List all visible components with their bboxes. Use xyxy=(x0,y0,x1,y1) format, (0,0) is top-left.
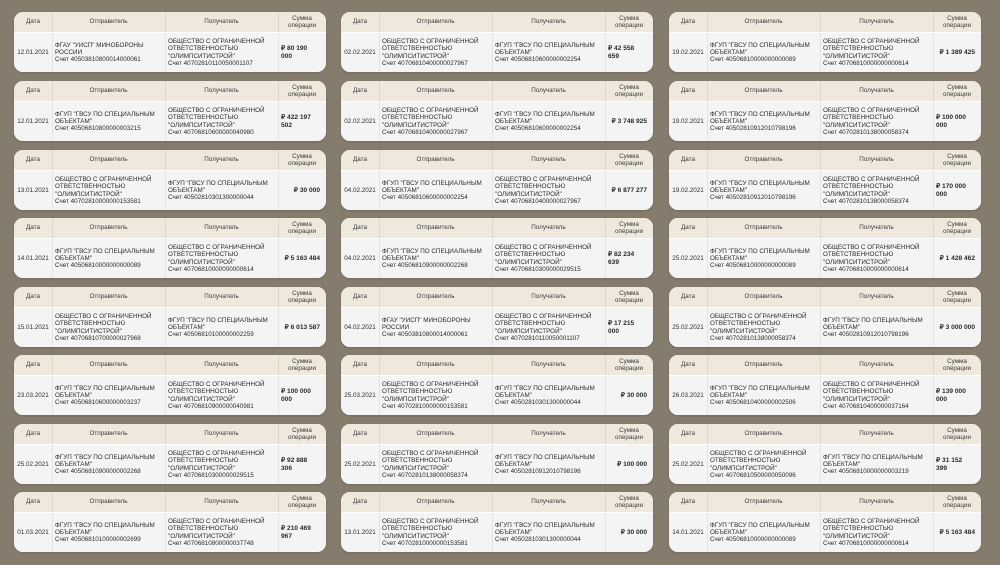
header-amount: Сумма операции xyxy=(614,426,644,441)
transaction-card xyxy=(341,12,653,72)
header-date: Дата xyxy=(681,430,695,438)
card-row xyxy=(341,239,653,278)
header-sender: Отправитель xyxy=(744,293,783,301)
card-row xyxy=(14,33,326,72)
transaction-receiver: ОБЩЕСТВО С ОГРАНИЧЕННОЙ ОТВЕТСТВЕННОСТЬЮ "ОЛИМПСИТИСТРОЙ" Счет 40706810400000027967 xyxy=(495,175,592,205)
transaction-date: 26.03.2021 xyxy=(672,391,704,399)
transaction-sender: ОБЩЕСТВО С ОГРАНИЧЕННОЙ ОТВЕТСТВЕННОСТЬЮ "ОЛИМПСИТИСТРОЙ" Счет 40706810400000027967 xyxy=(382,37,479,67)
header-amount: Сумма операции xyxy=(287,357,317,372)
transaction-card xyxy=(341,81,653,141)
card-row xyxy=(669,171,981,210)
transaction-date: 25.02.2021 xyxy=(672,460,704,468)
card-header xyxy=(14,218,326,238)
header-sender: Отправитель xyxy=(416,430,455,438)
header-amount: Сумма операции xyxy=(942,14,972,29)
card-row xyxy=(669,102,981,141)
transaction-card xyxy=(669,355,981,415)
card-header xyxy=(669,492,981,512)
transaction-date: 13.01.2021 xyxy=(17,186,49,194)
transaction-sender: ФГУП "ГВСУ ПО СПЕЦИАЛЬНЫМ ОБЪЕКТАМ" Счет 40506810400000002506 xyxy=(710,384,810,407)
header-date: Дата xyxy=(353,430,367,438)
transaction-receiver: ФГУП "ГВСУ ПО СПЕЦИАЛЬНЫМ ОБЪЕКТАМ" Счет 40502810301300000044 xyxy=(168,179,268,202)
card-row xyxy=(341,308,653,347)
header-receiver: Получатель xyxy=(204,430,239,438)
header-amount: Сумма операции xyxy=(942,152,972,167)
card-row xyxy=(341,33,653,72)
header-date: Дата xyxy=(26,18,40,26)
card-header xyxy=(669,218,981,238)
header-date: Дата xyxy=(26,293,40,301)
card-row xyxy=(669,376,981,415)
card-row xyxy=(669,513,981,552)
transaction-sender: ОБЩЕСТВО С ОГРАНИЧЕННОЙ ОТВЕТСТВЕННОСТЬЮ "ОЛИМПСИТИСТРОЙ" Счет 40702810000000153581 xyxy=(382,517,479,547)
transaction-sender: ОБЩЕСТВО С ОГРАНИЧЕННОЙ ОТВЕТСТВЕННОСТЬЮ "ОЛИМПСИТИСТРОЙ" Счет 40706810700000027968 xyxy=(55,312,152,342)
header-receiver: Получатель xyxy=(859,293,894,301)
header-receiver: Получатель xyxy=(531,498,566,506)
transaction-date: 02.02.2021 xyxy=(344,48,376,56)
card-row xyxy=(14,376,326,415)
header-sender: Отправитель xyxy=(744,430,783,438)
card-header xyxy=(14,287,326,307)
transaction-sender: ФГУП "ГВСУ ПО СПЕЦИАЛЬНЫМ ОБЪЕКТАМ" Счет 40506810100000002699 xyxy=(55,521,155,544)
header-sender: Отправитель xyxy=(416,293,455,301)
transaction-amount: ₽ 6 877 277 xyxy=(611,186,647,194)
card-header xyxy=(669,424,981,444)
header-sender: Отправитель xyxy=(89,498,128,506)
transaction-card xyxy=(669,424,981,484)
transaction-receiver: ОБЩЕСТВО С ОГРАНИЧЕННОЙ ОТВЕТСТВЕННОСТЬЮ "ОЛИМПСИТИСТРОЙ" Счет 40706810600000040980 xyxy=(168,106,265,136)
transaction-receiver: ОБЩЕСТВО С ОГРАНИЧЕННОЙ ОТВЕТСТВЕННОСТЬЮ "ОЛИМПСИТИСТРОЙ" Счет 40706810000000000614 xyxy=(168,243,265,273)
card-row xyxy=(341,376,653,415)
transaction-sender: ОБЩЕСТВО С ОГРАНИЧЕННОЙ ОТВЕТСТВЕННОСТЬЮ "ОЛИМПСИТИСТРОЙ" Счет 40702810000000153581 xyxy=(55,175,152,205)
transaction-date: 02.02.2021 xyxy=(344,117,376,125)
transaction-receiver: ОБЩЕСТВО С ОГРАНИЧЕННОЙ ОТВЕТСТВЕННОСТЬЮ "ОЛИМПСИТИСТРОЙ" Счет 40702810110050001107 xyxy=(168,37,265,67)
header-date: Дата xyxy=(681,361,695,369)
header-receiver: Получатель xyxy=(531,224,566,232)
transaction-card xyxy=(14,81,326,141)
transaction-sender: ФГУП "ГВСУ ПО СПЕЦИАЛЬНЫМ ОБЪЕКТАМ" Счет 40502810912010798196 xyxy=(710,179,810,202)
header-sender: Отправитель xyxy=(89,87,128,95)
transaction-amount: ₽ 92 888 306 xyxy=(281,457,308,472)
transaction-receiver: ФГУП "ГВСУ ПО СПЕЦИАЛЬНЫМ ОБЪЕКТАМ" Счет 40502810912010798196 xyxy=(823,316,923,339)
transaction-date: 15.01.2021 xyxy=(17,323,49,331)
transaction-date: 04.02.2021 xyxy=(344,254,376,262)
header-sender: Отправитель xyxy=(89,293,128,301)
header-sender: Отправитель xyxy=(744,498,783,506)
transaction-amount: ₽ 170 000 000 xyxy=(936,183,966,198)
header-amount: Сумма операции xyxy=(614,357,644,372)
transaction-amount: ₽ 30 000 xyxy=(620,528,647,536)
card-header xyxy=(341,218,653,238)
card-row xyxy=(341,171,653,210)
transaction-date: 13.01.2021 xyxy=(344,528,376,536)
header-amount: Сумма операции xyxy=(614,289,644,304)
transaction-card xyxy=(341,287,653,347)
card-row xyxy=(341,102,653,141)
header-date: Дата xyxy=(26,430,40,438)
transaction-date: 25.02.2021 xyxy=(672,323,704,331)
header-receiver: Получатель xyxy=(204,18,239,26)
transaction-card xyxy=(669,218,981,278)
card-header xyxy=(14,424,326,444)
header-date: Дата xyxy=(681,498,695,506)
transaction-amount: ₽ 139 000 000 xyxy=(936,388,966,403)
transaction-amount: ₽ 3 000 000 xyxy=(939,323,975,331)
transaction-sender: ФГУП "ГВСУ ПО СПЕЦИАЛЬНЫМ ОБЪЕКТАМ" Счет 40506810000000000089 xyxy=(710,41,810,64)
transaction-amount: ₽ 422 197 502 xyxy=(281,114,311,129)
transaction-date: 04.02.2021 xyxy=(344,323,376,331)
card-header xyxy=(14,355,326,375)
card-header xyxy=(669,12,981,32)
header-amount: Сумма операции xyxy=(942,83,972,98)
transaction-date: 14.01.2021 xyxy=(672,528,704,536)
transaction-amount: ₽ 100 000 xyxy=(617,460,647,468)
transaction-amount: ₽ 30 000 xyxy=(293,186,320,194)
header-date: Дата xyxy=(681,156,695,164)
transaction-card xyxy=(669,287,981,347)
transaction-receiver: ФГУП "ГВСУ ПО СПЕЦИАЛЬНЫМ ОБЪЕКТАМ" Счет 40506810600000002254 xyxy=(495,110,595,133)
transaction-card xyxy=(14,355,326,415)
transaction-card xyxy=(341,492,653,552)
header-sender: Отправитель xyxy=(89,18,128,26)
header-amount: Сумма операции xyxy=(287,220,317,235)
transaction-card xyxy=(669,12,981,72)
transaction-sender: ФГУП "ГВСУ ПО СПЕЦИАЛЬНЫМ ОБЪЕКТАМ" Счет 40502810912010798196 xyxy=(710,110,810,133)
transaction-date: 14.01.2021 xyxy=(17,254,49,262)
transaction-card xyxy=(14,218,326,278)
header-receiver: Получатель xyxy=(859,156,894,164)
card-header xyxy=(14,150,326,170)
header-date: Дата xyxy=(26,498,40,506)
header-amount: Сумма операции xyxy=(287,289,317,304)
transaction-amount: ₽ 100 000 000 xyxy=(936,114,966,129)
header-amount: Сумма операции xyxy=(614,494,644,509)
transaction-amount: ₽ 210 469 967 xyxy=(281,525,311,540)
header-date: Дата xyxy=(26,224,40,232)
card-header xyxy=(341,424,653,444)
transaction-sender: ФГУП "ГВСУ ПО СПЕЦИАЛЬНЫМ ОБЪЕКТАМ" Счет 40506810000000000089 xyxy=(55,247,155,270)
transaction-sender: ОБЩЕСТВО С ОГРАНИЧЕННОЙ ОТВЕТСТВЕННОСТЬЮ "ОЛИМПСИТИСТРОЙ" Счет 40702810138000058374 xyxy=(382,449,479,479)
card-header xyxy=(669,355,981,375)
header-amount: Сумма операции xyxy=(287,426,317,441)
transaction-card xyxy=(14,424,326,484)
header-receiver: Получатель xyxy=(531,156,566,164)
transaction-receiver: ОБЩЕСТВО С ОГРАНИЧЕННОЙ ОТВЕТСТВЕННОСТЬЮ "ОЛИМПСИТИСТРОЙ" Счет 40706810900000040981 xyxy=(168,380,265,410)
transaction-amount: ₽ 5 163 484 xyxy=(939,528,975,536)
card-row xyxy=(14,171,326,210)
transaction-amount: ₽ 80 190 000 xyxy=(281,45,308,60)
transaction-date: 19.02.2021 xyxy=(672,117,704,125)
transaction-card xyxy=(14,12,326,72)
card-header xyxy=(341,81,653,101)
header-receiver: Получатель xyxy=(531,87,566,95)
header-date: Дата xyxy=(681,18,695,26)
header-receiver: Получатель xyxy=(531,430,566,438)
header-receiver: Получатель xyxy=(204,87,239,95)
card-row xyxy=(14,513,326,552)
header-receiver: Получатель xyxy=(204,156,239,164)
transaction-card xyxy=(669,150,981,210)
transaction-date: 25.03.2021 xyxy=(344,391,376,399)
transaction-receiver: ФГУП "ГВСУ ПО СПЕЦИАЛЬНЫМ ОБЪЕКТАМ" Счет 40502810912010798196 xyxy=(495,453,595,476)
transaction-sender: ФГУП "ГВСУ ПО СПЕЦИАЛЬНЫМ ОБЪЕКТАМ" Счет 40506810000000000089 xyxy=(710,247,810,270)
header-sender: Отправитель xyxy=(744,224,783,232)
transaction-date: 25.02.2021 xyxy=(672,254,704,262)
header-receiver: Получатель xyxy=(859,430,894,438)
transaction-date: 25.02.2021 xyxy=(344,460,376,468)
transaction-receiver: ОБЩЕСТВО С ОГРАНИЧЕННОЙ ОТВЕТСТВЕННОСТЬЮ "ОЛИМПСИТИСТРОЙ" Счет 40706810300000029515 xyxy=(495,243,592,273)
header-amount: Сумма операции xyxy=(942,357,972,372)
header-receiver: Получатель xyxy=(204,498,239,506)
header-date: Дата xyxy=(26,156,40,164)
card-header xyxy=(341,492,653,512)
header-amount: Сумма операции xyxy=(942,289,972,304)
header-sender: Отправитель xyxy=(416,498,455,506)
header-date: Дата xyxy=(353,361,367,369)
card-row xyxy=(14,308,326,347)
header-sender: Отправитель xyxy=(416,18,455,26)
header-sender: Отправитель xyxy=(744,156,783,164)
card-header xyxy=(669,150,981,170)
transaction-amount: ₽ 42 558 659 xyxy=(608,45,635,60)
transaction-date: 12.01.2021 xyxy=(17,48,49,56)
header-date: Дата xyxy=(353,156,367,164)
header-receiver: Получатель xyxy=(859,18,894,26)
transaction-amount: ₽ 17 215 000 xyxy=(608,320,635,335)
transaction-sender: ОБЩЕСТВО С ОГРАНИЧЕННОЙ ОТВЕТСТВЕННОСТЬЮ "ОЛИМПСИТИСТРОЙ" Счет 40702810000000153581 xyxy=(382,380,479,410)
transaction-receiver: ОБЩЕСТВО С ОГРАНИЧЕННОЙ ОТВЕТСТВЕННОСТЬЮ "ОЛИМПСИТИСТРОЙ" Счет 40706810000000000614 xyxy=(823,517,920,547)
transaction-sender: ОБЩЕСТВО С ОГРАНИЧЕННОЙ ОТВЕТСТВЕННОСТЬЮ "ОЛИМПСИТИСТРОЙ" Счет 40706810500000050096 xyxy=(710,449,807,479)
card-row xyxy=(669,33,981,72)
header-date: Дата xyxy=(26,361,40,369)
header-receiver: Получатель xyxy=(859,498,894,506)
transaction-sender: ФГУП "ГВСУ ПО СПЕЦИАЛЬНЫМ ОБЪЕКТАМ" Счет 40506810600000002254 xyxy=(382,179,482,202)
header-amount: Сумма операции xyxy=(287,152,317,167)
header-sender: Отправитель xyxy=(89,430,128,438)
header-amount: Сумма операции xyxy=(942,494,972,509)
transaction-sender: ФГУП "ГВСУ ПО СПЕЦИАЛЬНЫМ ОБЪЕКТАМ" Счет 40506810600000003237 xyxy=(55,384,155,407)
header-amount: Сумма операции xyxy=(614,220,644,235)
header-amount: Сумма операции xyxy=(287,83,317,98)
header-amount: Сумма операции xyxy=(614,152,644,167)
header-sender: Отправитель xyxy=(744,361,783,369)
transaction-amount: ₽ 100 000 000 xyxy=(281,388,311,403)
transaction-receiver: ОБЩЕСТВО С ОГРАНИЧЕННОЙ ОТВЕТСТВЕННОСТЬЮ "ОЛИМПСИТИСТРОЙ" Счет 40706810800000037748 xyxy=(168,517,265,547)
card-row xyxy=(669,239,981,278)
transaction-amount: ₽ 82 234 639 xyxy=(608,251,635,266)
header-sender: Отправитель xyxy=(89,156,128,164)
header-date: Дата xyxy=(353,87,367,95)
card-header xyxy=(669,81,981,101)
transaction-card xyxy=(669,492,981,552)
header-sender: Отправитель xyxy=(744,18,783,26)
card-row xyxy=(14,102,326,141)
transaction-sender: ФГАУ "УИСП" МИНОБОРОНЫ РОССИИ Счет 40503810800014000061 xyxy=(382,316,471,339)
card-row xyxy=(14,239,326,278)
transaction-receiver: ОБЩЕСТВО С ОГРАНИЧЕННОЙ ОТВЕТСТВЕННОСТЬЮ "ОЛИМПСИТИСТРОЙ" Счет 40706810400000037164 xyxy=(823,380,920,410)
transaction-date: 01.03.2021 xyxy=(17,528,49,536)
header-receiver: Получатель xyxy=(204,224,239,232)
header-amount: Сумма операции xyxy=(614,83,644,98)
transaction-date: 23.03.2021 xyxy=(17,391,49,399)
card-header xyxy=(14,12,326,32)
transaction-receiver: ОБЩЕСТВО С ОГРАНИЧЕННОЙ ОТВЕТСТВЕННОСТЬЮ "ОЛИМПСИТИСТРОЙ" Счет 40702810138000058374 xyxy=(823,106,920,136)
transaction-sender: ФГУП "ГВСУ ПО СПЕЦИАЛЬНЫМ ОБЪЕКТАМ" Счет 40506810800000003215 xyxy=(55,110,155,133)
transaction-card xyxy=(14,287,326,347)
transaction-date: 19.02.2021 xyxy=(672,186,704,194)
transaction-card xyxy=(14,150,326,210)
transaction-sender: ОБЩЕСТВО С ОГРАНИЧЕННОЙ ОТВЕТСТВЕННОСТЬЮ "ОЛИМПСИТИСТРОЙ" Счет 40706810400000027967 xyxy=(382,106,479,136)
transaction-date: 12.01.2021 xyxy=(17,117,49,125)
header-receiver: Получатель xyxy=(859,224,894,232)
header-date: Дата xyxy=(26,87,40,95)
header-sender: Отправитель xyxy=(416,361,455,369)
header-receiver: Получатель xyxy=(531,18,566,26)
transaction-card xyxy=(341,218,653,278)
transaction-date: 04.02.2021 xyxy=(344,186,376,194)
header-receiver: Получатель xyxy=(531,293,566,301)
transaction-sender: ФГАУ "УИСП" МИНОБОРОНЫ РОССИИ Счет 40503810800014000061 xyxy=(55,41,144,64)
transaction-card xyxy=(341,355,653,415)
transaction-amount: ₽ 1 389 425 xyxy=(939,48,975,56)
header-sender: Отправитель xyxy=(89,224,128,232)
card-header xyxy=(14,81,326,101)
transaction-receiver: ФГУП "ГВСУ ПО СПЕЦИАЛЬНЫМ ОБЪЕКТАМ" Счет 40502810301300000044 xyxy=(495,384,595,407)
transaction-receiver: ФГУП "ГВСУ ПО СПЕЦИАЛЬНЫМ ОБЪЕКТАМ" Счет 40502810301300000044 xyxy=(495,521,595,544)
transaction-card xyxy=(341,150,653,210)
transaction-amount: ₽ 3 748 925 xyxy=(611,117,647,125)
header-amount: Сумма операции xyxy=(942,220,972,235)
header-receiver: Получатель xyxy=(531,361,566,369)
header-amount: Сумма операции xyxy=(287,494,317,509)
header-sender: Отправитель xyxy=(89,361,128,369)
header-sender: Отправитель xyxy=(744,87,783,95)
header-date: Дата xyxy=(353,293,367,301)
header-date: Дата xyxy=(681,293,695,301)
card-header xyxy=(341,355,653,375)
header-sender: Отправитель xyxy=(416,224,455,232)
transaction-receiver: ОБЩЕСТВО С ОГРАНИЧЕННОЙ ОТВЕТСТВЕННОСТЬЮ "ОЛИМПСИТИСТРОЙ" Счет 40706810300000029515 xyxy=(168,449,265,479)
card-header xyxy=(341,12,653,32)
transaction-sender: ФГУП "ГВСУ ПО СПЕЦИАЛЬНЫМ ОБЪЕКТАМ" Счет 40506810900000002268 xyxy=(382,247,482,270)
card-row xyxy=(14,445,326,484)
transaction-receiver: ОБЩЕСТВО С ОГРАНИЧЕННОЙ ОТВЕТСТВЕННОСТЬЮ "ОЛИМПСИТИСТРОЙ" Счет 40706810000000000614 xyxy=(823,243,920,273)
card-header xyxy=(341,287,653,307)
header-receiver: Получатель xyxy=(204,361,239,369)
transaction-amount: ₽ 5 163 484 xyxy=(284,254,320,262)
card-row xyxy=(341,513,653,552)
card-header xyxy=(669,287,981,307)
header-date: Дата xyxy=(353,498,367,506)
transaction-amount: ₽ 31 152 399 xyxy=(936,457,963,472)
header-sender: Отправитель xyxy=(416,156,455,164)
header-date: Дата xyxy=(681,87,695,95)
header-date: Дата xyxy=(353,18,367,26)
transaction-receiver: ФГУП "ГВСУ ПО СПЕЦИАЛЬНЫМ ОБЪЕКТАМ" Счет 40506810100000002259 xyxy=(168,316,268,339)
transaction-sender: ФГУП "ГВСУ ПО СПЕЦИАЛЬНЫМ ОБЪЕКТАМ" Счет 40506810000000000089 xyxy=(710,521,810,544)
header-receiver: Получатель xyxy=(859,87,894,95)
card-row xyxy=(341,445,653,484)
transaction-receiver: ОБЩЕСТВО С ОГРАНИЧЕННОЙ ОТВЕТСТВЕННОСТЬЮ "ОЛИМПСИТИСТРОЙ" Счет 40706810000000000614 xyxy=(823,37,920,67)
header-date: Дата xyxy=(681,224,695,232)
header-date: Дата xyxy=(353,224,367,232)
transaction-amount: ₽ 6 013 587 xyxy=(284,323,320,331)
transaction-amount: ₽ 1 428 462 xyxy=(939,254,975,262)
transaction-sender: ОБЩЕСТВО С ОГРАНИЧЕННОЙ ОТВЕТСТВЕННОСТЬЮ "ОЛИМПСИТИСТРОЙ" Счет 40702810138000058374 xyxy=(710,312,807,342)
transaction-card xyxy=(14,492,326,552)
card-header xyxy=(14,492,326,512)
header-receiver: Получатель xyxy=(204,293,239,301)
card-row xyxy=(669,308,981,347)
transaction-receiver: ФГУП "ГВСУ ПО СПЕЦИАЛЬНЫМ ОБЪЕКТАМ" Счет 40506810600000002254 xyxy=(495,41,595,64)
transaction-date: 19.02.2021 xyxy=(672,48,704,56)
transaction-card xyxy=(669,81,981,141)
header-receiver: Получатель xyxy=(859,361,894,369)
header-amount: Сумма операции xyxy=(942,426,972,441)
card-row xyxy=(669,445,981,484)
card-header xyxy=(341,150,653,170)
transaction-date: 25.02.2021 xyxy=(17,460,49,468)
header-sender: Отправитель xyxy=(416,87,455,95)
transaction-card xyxy=(341,424,653,484)
transaction-sender: ФГУП "ГВСУ ПО СПЕЦИАЛЬНЫМ ОБЪЕКТАМ" Счет 40506810900000002268 xyxy=(55,453,155,476)
transaction-amount: ₽ 30 000 xyxy=(620,391,647,399)
transaction-receiver: ОБЩЕСТВО С ОГРАНИЧЕННОЙ ОТВЕТСТВЕННОСТЬЮ "ОЛИМПСИТИСТРОЙ" Счет 40702810110050001107 xyxy=(495,312,592,342)
transaction-receiver: ФГУП "ГВСУ ПО СПЕЦИАЛЬНЫМ ОБЪЕКТАМ" Счет 40506810000000003219 xyxy=(823,453,923,476)
header-amount: Сумма операции xyxy=(287,14,317,29)
header-amount: Сумма операции xyxy=(614,14,644,29)
transaction-receiver: ОБЩЕСТВО С ОГРАНИЧЕННОЙ ОТВЕТСТВЕННОСТЬЮ "ОЛИМПСИТИСТРОЙ" Счет 40702810138000058374 xyxy=(823,175,920,205)
